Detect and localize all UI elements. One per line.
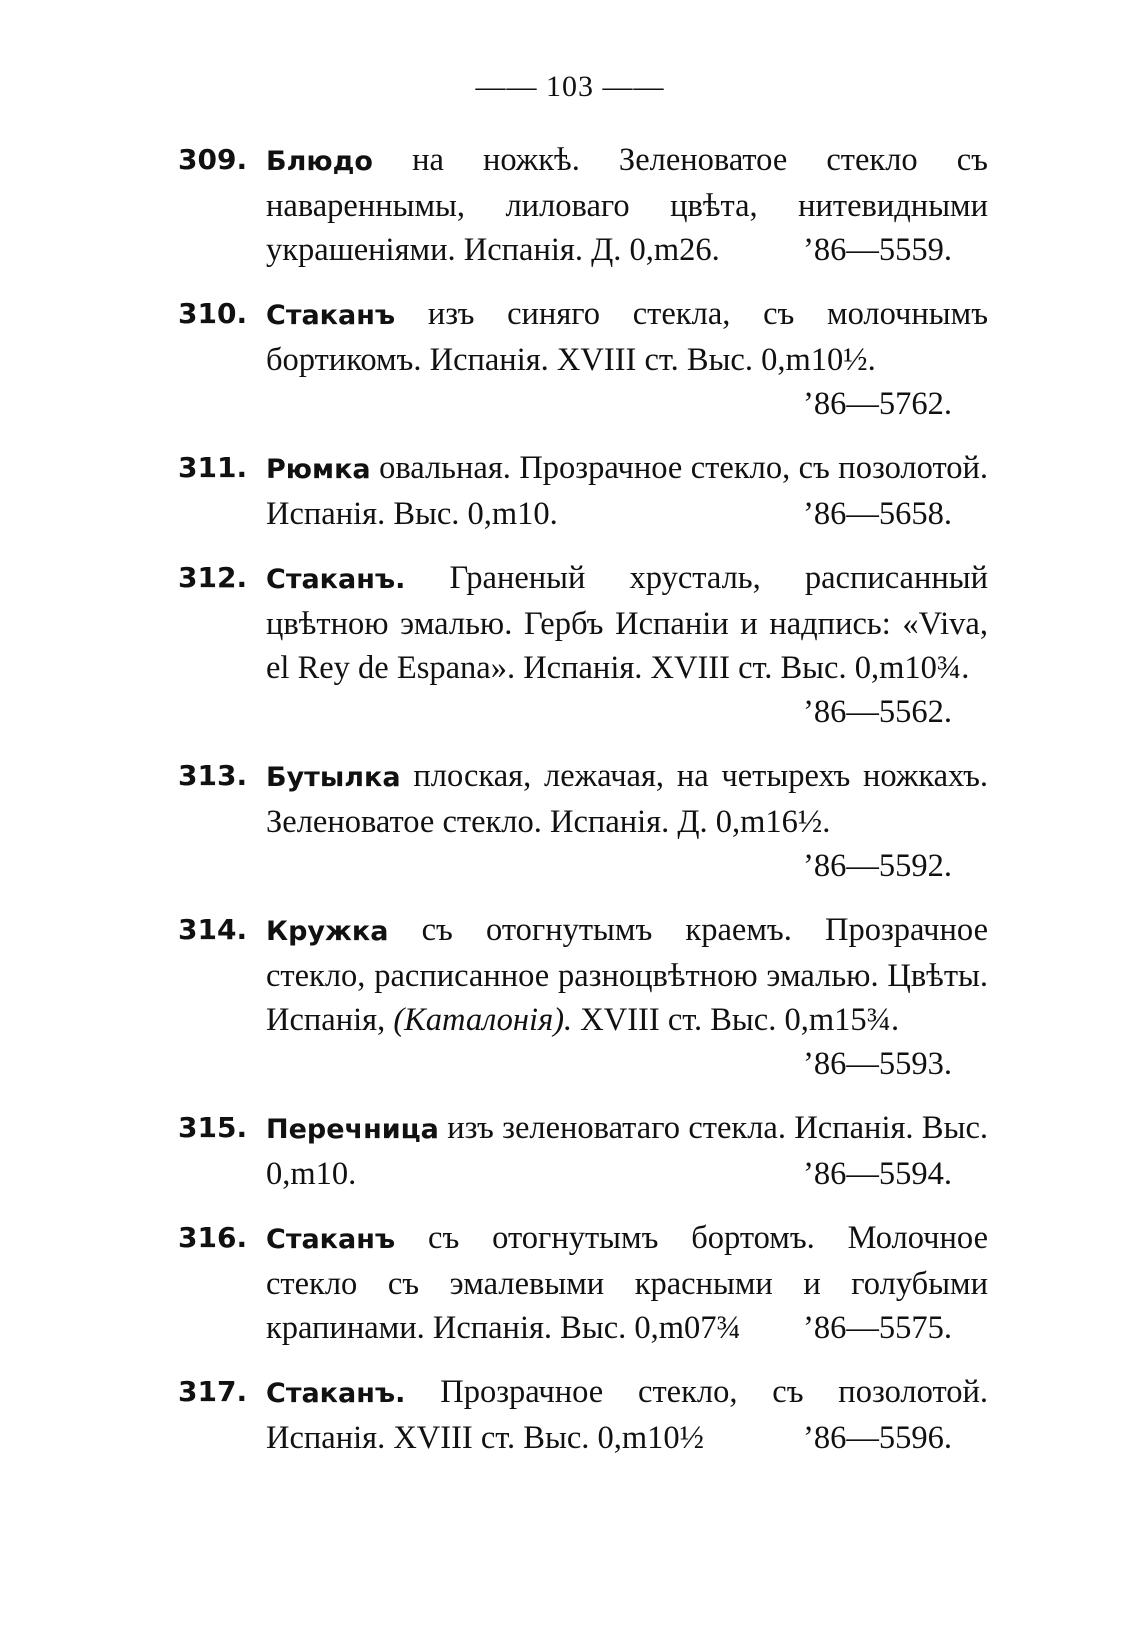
catalog-entry-312 bbox=[178, 556, 988, 734]
entry-title: Стаканъ. bbox=[266, 564, 406, 595]
catalog-entry-309 bbox=[178, 138, 988, 272]
entry-number: 315. bbox=[178, 1111, 248, 1144]
entry-description: Прозрачное стекло, съ позолотой. Испанія. XVIII ст. Выс. 0,m10½ bbox=[266, 1374, 988, 1456]
entry-region-italic: (Каталонія). bbox=[393, 1002, 573, 1038]
entry-number: 313. bbox=[178, 759, 248, 792]
catalog-entry-316 bbox=[178, 1216, 988, 1350]
entry-description: съ отогнутымъ краемъ. Прозрачное стекло, расписанное разноцвѣтною эмалью. Цвѣты. Испанія, bbox=[266, 912, 988, 1038]
entry-inventory-ref: ’86—5658. bbox=[803, 496, 952, 532]
entry-inventory-ref: ’86—5592. bbox=[803, 848, 952, 884]
entry-description: овальная. Прозрачное стекло, съ позолотой. Испанія. Выс. 0,m10. bbox=[266, 450, 988, 532]
entry-description: на ножкѣ. Зеленоватое стекло съ навареннымы, лиловаго цвѣта, нитевидными украшеніями. Испанія. Д. 0,m26. bbox=[266, 142, 988, 268]
entry-inventory-ref: ’86—5594. bbox=[803, 1156, 952, 1192]
entry-number: 309. bbox=[178, 143, 248, 176]
entry-inventory-ref: ’86—5559. bbox=[803, 232, 952, 268]
entry-inventory-ref: ’86—5596. bbox=[803, 1420, 952, 1456]
entry-title: Стаканъ. bbox=[266, 1378, 406, 1409]
entry-number: 311. bbox=[178, 451, 248, 484]
entry-description: съ отогнутымъ бортомъ. Молочное стекло съ эмалевыми красными и голубыми крапинами. Испанія. Выс. 0,m07¾ bbox=[266, 1220, 988, 1346]
entry-title: Бутылка bbox=[266, 762, 401, 793]
entry-title: Стаканъ bbox=[266, 1224, 396, 1255]
catalog-entries bbox=[178, 138, 988, 1480]
entry-description: изъ зеленоватаго стекла. Испанія. Выс. 0,m10. bbox=[266, 1110, 988, 1192]
entry-description-continued: XVIII ст. Выс. 0,m15¾. bbox=[572, 1002, 900, 1038]
entry-inventory-ref: ’86—5575. bbox=[803, 1310, 952, 1346]
entry-title: Рюмка bbox=[266, 454, 371, 485]
entry-description: плоская, лежачая, на четырехъ ножкахъ. Зеленоватое стекло. Испанія. Д. 0,m16½. bbox=[266, 758, 988, 840]
entry-description: изъ синяго стекла, съ молочнымъ бортикомъ. Испанія. XVIII ст. Выс. 0,m10½. bbox=[266, 296, 988, 378]
page-number: —— 103 —— bbox=[475, 70, 665, 103]
entry-inventory-ref: ’86—5762. bbox=[803, 386, 952, 422]
entry-inventory-ref: ’86—5562. bbox=[803, 694, 952, 730]
catalog-entry-317 bbox=[178, 1370, 988, 1460]
catalog-entry-314 bbox=[178, 908, 988, 1086]
catalog-entry-313 bbox=[178, 754, 988, 888]
catalog-entry-315 bbox=[178, 1106, 988, 1196]
catalog-entry-311 bbox=[178, 446, 988, 536]
entry-number: 310. bbox=[178, 297, 248, 330]
entry-title: Блюдо bbox=[266, 146, 373, 177]
entry-inventory-ref: ’86—5593. bbox=[803, 1046, 952, 1082]
entry-number: 314. bbox=[178, 913, 248, 946]
entry-title: Стаканъ bbox=[266, 300, 396, 331]
entry-number: 316. bbox=[178, 1221, 248, 1254]
entry-number: 312. bbox=[178, 561, 248, 594]
entry-description: Граненый хрусталь, расписанный цвѣтною эмалью. Гербъ Испаніи и надпись: «Viva, el Rey de Espana». Испанія. XVIII ст. Выс. 0,m10¾. bbox=[266, 560, 988, 686]
entry-title: Перечница bbox=[266, 1114, 439, 1145]
catalog-entry-310 bbox=[178, 292, 988, 426]
entry-number: 317. bbox=[178, 1375, 248, 1408]
entry-title: Кружка bbox=[266, 916, 389, 947]
